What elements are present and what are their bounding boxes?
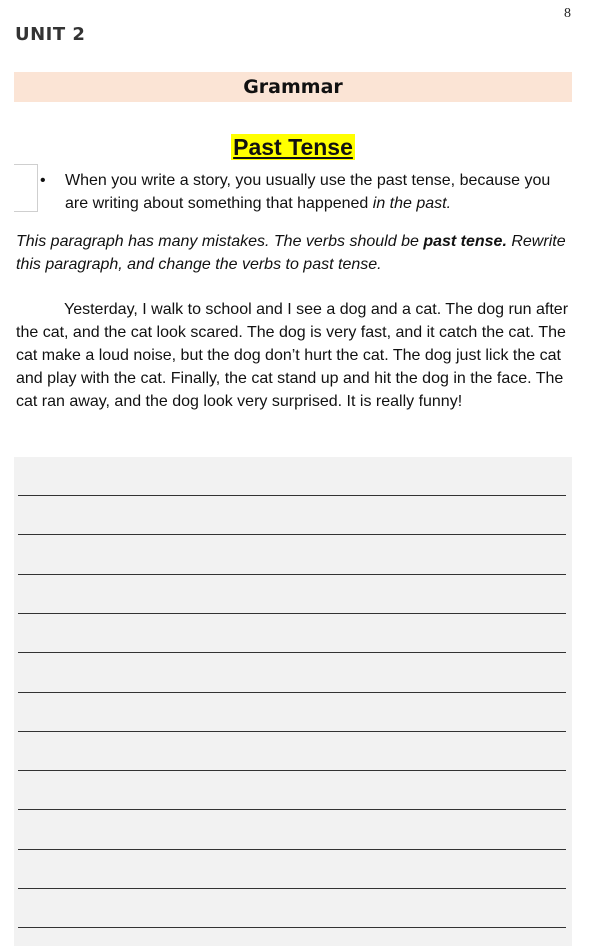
section-title: Past Tense bbox=[233, 134, 353, 160]
grammar-title: Grammar bbox=[243, 76, 343, 98]
instructions-part1: This paragraph has many mistakes. The verbs should be bbox=[16, 233, 424, 250]
writing-line[interactable] bbox=[18, 927, 566, 928]
bullet-text-italic: in the past. bbox=[372, 195, 452, 212]
story-paragraph bbox=[16, 298, 574, 413]
writing-line[interactable] bbox=[18, 574, 566, 575]
writing-line[interactable] bbox=[18, 495, 566, 496]
writing-line[interactable] bbox=[18, 731, 566, 732]
bullet-text bbox=[65, 169, 570, 215]
grammar-banner bbox=[14, 72, 572, 102]
writing-line[interactable] bbox=[18, 613, 566, 614]
story-text: Yesterday, I walk to school and I see a dog and a cat. The dog run after the cat, and the cat look scared. The dog is very fast, and it catch the cat. The cat make a loud noise, but the dog don’t hurt the cat. The dog just lick the cat and play with the cat. Finally, the cat stand up and hit the dog in the face. The cat ran away, and the dog look very surprised. It is really funny! bbox=[16, 301, 569, 410]
instructions-bold: past tense. bbox=[423, 233, 507, 250]
page-number: 8 bbox=[564, 6, 571, 21]
bullet-icon: • bbox=[40, 172, 46, 189]
bullet-text-main: When you write a story, you usually use the past tense, because you are writing about something that happened bbox=[65, 172, 551, 212]
bullet-point bbox=[40, 169, 570, 215]
writing-line[interactable] bbox=[18, 534, 566, 535]
writing-line[interactable] bbox=[18, 770, 566, 771]
unit-label: UNIT 2 bbox=[15, 24, 86, 45]
section-title-container bbox=[0, 134, 586, 161]
writing-area[interactable] bbox=[14, 457, 572, 946]
writing-line[interactable] bbox=[18, 692, 566, 693]
instructions bbox=[16, 230, 576, 276]
writing-line[interactable] bbox=[18, 652, 566, 653]
instructions-part2: Rewrite this paragraph, and change the verbs to past tense. bbox=[16, 233, 566, 273]
writing-line[interactable] bbox=[18, 809, 566, 810]
writing-line[interactable] bbox=[18, 849, 566, 850]
writing-line[interactable] bbox=[18, 888, 566, 889]
margin-box bbox=[14, 164, 38, 212]
